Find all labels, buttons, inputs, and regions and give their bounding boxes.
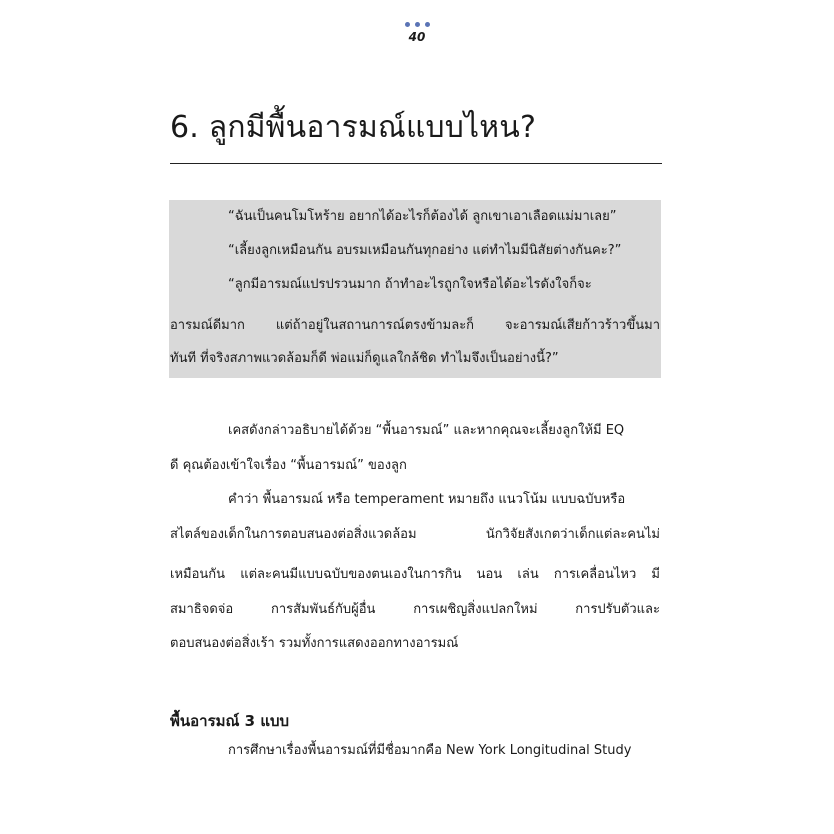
quote-line: “ฉันเป็นคนโมโหร้าย อยากได้อะไรก็ต้องได้ ลูกเขาเอาเลือดแม่มาเลย”	[228, 209, 617, 224]
body-line: การศึกษาเรื่องพื้นอารมณ์ที่มีชื่อมากคือ New York Longitudinal Study	[228, 743, 632, 758]
page-header	[0, 22, 834, 44]
chapter-title: 6. ลูกมีพื้นอารมณ์แบบไหน?	[170, 110, 537, 145]
body-line: เหมือนกัน แต่ละคนมีแบบฉบับของตนเองในการกิน นอน เล่น การเคลื่อนไหว มี	[170, 567, 660, 582]
quote-line: “เลี้ยงลูกเหมือนกัน อบรมเหมือนกันทุกอย่าง แต่ทำไมมีนิสัยต่างกันคะ?”	[228, 243, 622, 258]
body-line: สมาธิจดจ่อ การสัมพันธ์กับผู้อื่น การเผชิญสิ่งแปลกใหม่ การปรับตัวและ	[170, 602, 660, 617]
quote-line: “ลูกมีอารมณ์แปรปรวนมาก ถ้าทำอะไรถูกใจหรือได้อะไรดังใจก็จะ	[228, 277, 592, 292]
dot-icon	[425, 22, 430, 27]
body-line: ตอบสนองต่อสิ่งเร้า รวมทั้งการแสดงออกทางอารมณ์	[170, 636, 459, 651]
body-line: สไตล์ของเด็กในการตอบสนองต่อสิ่งแวดล้อม นักวิจัยสังเกตว่าเด็กแต่ละคนไม่	[170, 527, 660, 542]
body-line: คำว่า พื้นอารมณ์ หรือ temperament หมายถึง แนวโน้ม แบบฉบับหรือ	[228, 492, 626, 507]
section-heading: พื้นอารมณ์ 3 แบบ	[170, 712, 290, 730]
quote-line: อารมณ์ดีมาก แต่ถ้าอยู่ในสถานการณ์ตรงข้ามละก็ จะอารมณ์เสียก้าวร้าวขึ้นมา	[170, 318, 660, 333]
body-line: เคสดังกล่าวอธิบายได้ด้วย “พื้นอารมณ์” และหากคุณจะเลี้ยงลูกให้มี EQ	[228, 423, 625, 438]
page-number: 40	[408, 30, 426, 44]
title-divider	[170, 163, 662, 164]
body-line: ดี คุณต้องเข้าใจเรื่อง “พื้นอารมณ์” ของลูก	[170, 458, 407, 473]
dot-icon	[415, 22, 420, 27]
decorative-dots-icon	[0, 22, 834, 30]
dot-icon	[405, 22, 410, 27]
quote-line: ทันที ที่จริงสภาพแวดล้อมก็ดี พ่อแม่ก็ดูแลใกล้ชิด ทำไมจึงเป็นอย่างนี้?”	[170, 351, 559, 366]
